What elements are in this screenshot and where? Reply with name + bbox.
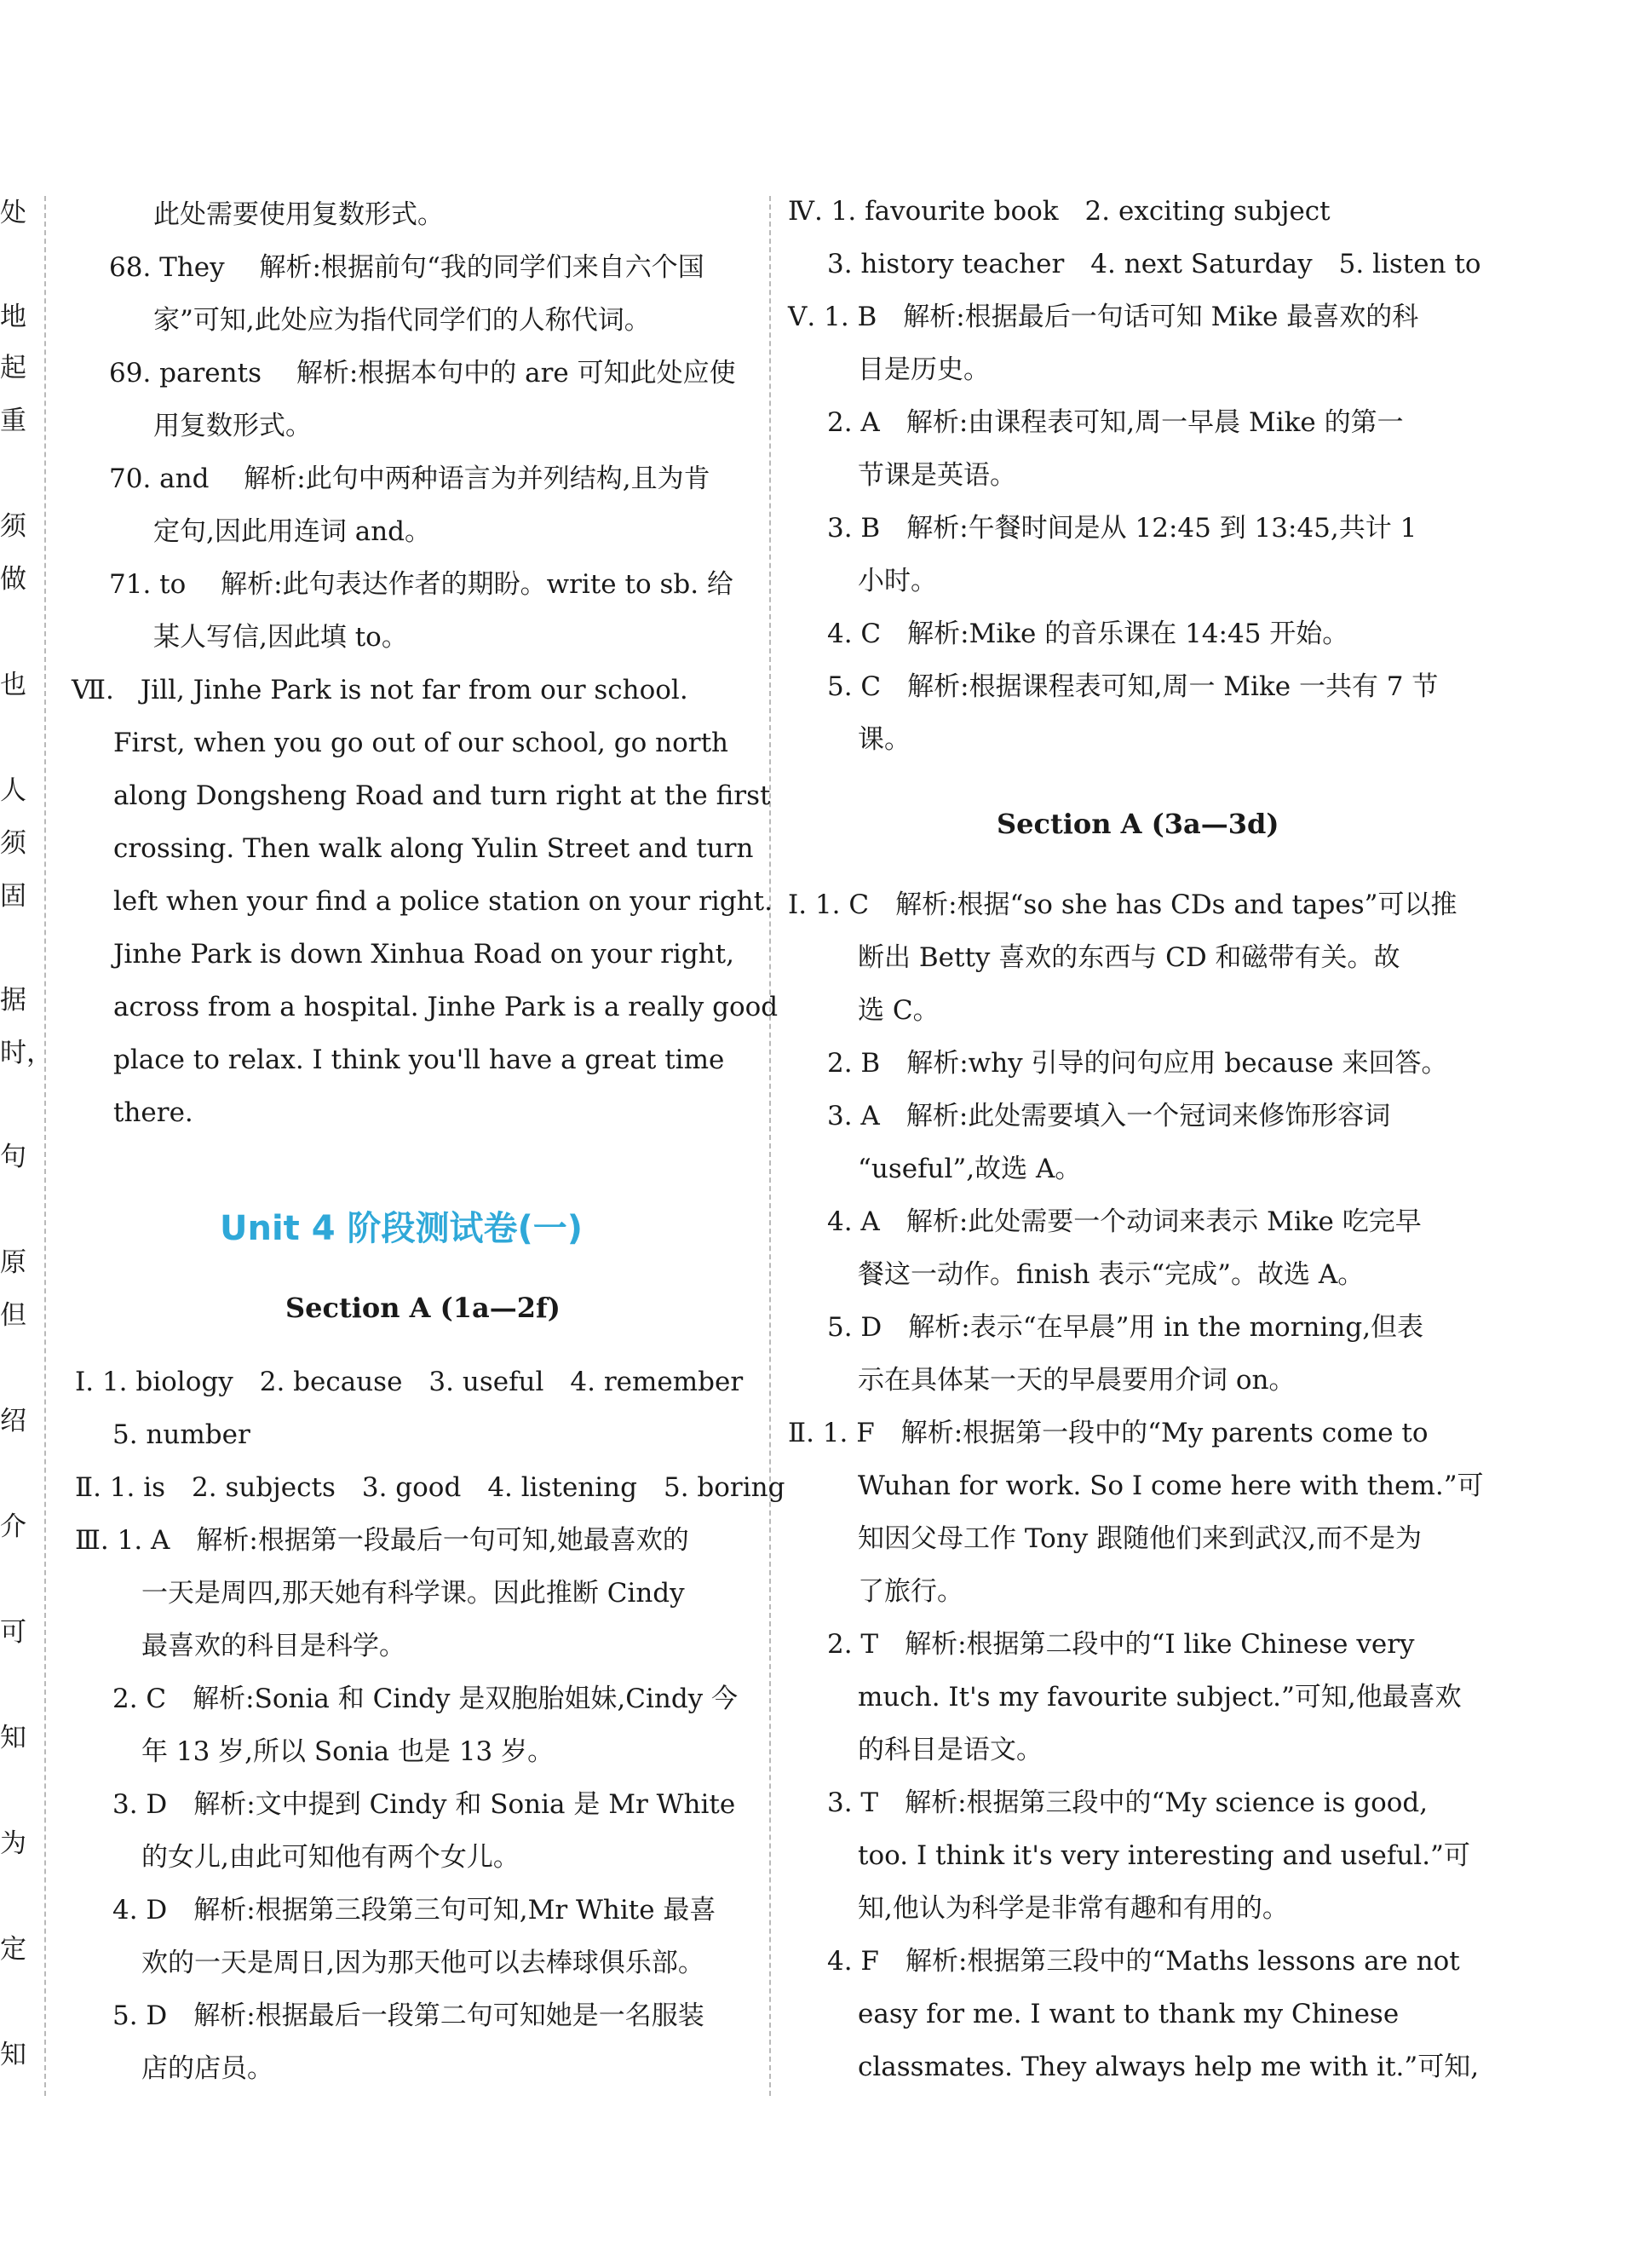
answer-II-2: 2. T 解析:根据第二段中的“I like Chinese very <box>827 1629 1415 1660</box>
section-title-2: Section A (3a—3d) <box>997 808 1279 840</box>
margin-fragment: 定 <box>0 1934 26 1965</box>
answer-line: 定句,因此用连词 and。 <box>153 516 431 547</box>
answer-IV: Ⅳ. 1. favourite book 2. exciting subject <box>788 196 1331 227</box>
answer-I-5: 5. D 解析:表示“在早晨”用 in the morning,但表 <box>827 1312 1424 1343</box>
margin-fragment: 绍 <box>0 1406 26 1436</box>
margin-fragment: 人 <box>0 775 26 806</box>
margin-fragment: 句 <box>0 1142 26 1172</box>
answer-line: 某人写信,因此填 to。 <box>153 622 408 653</box>
section-title: Section A (1a—2f) <box>285 1292 561 1324</box>
answer-III-4: 4. D 解析:根据第三段第三句可知,Mr White 最喜 <box>112 1895 716 1925</box>
answer-III-1: Ⅲ. 1. A 解析:根据第一段最后一句可知,她最喜欢的 <box>75 1525 689 1556</box>
answer-line: 最喜欢的科目是科学。 <box>141 1631 405 1661</box>
answer-line: 用复数形式。 <box>153 411 312 441</box>
answer-III-3: 3. D 解析:文中提到 Cindy 和 Sonia 是 Mr White <box>112 1789 736 1820</box>
answer-line: 小时。 <box>858 566 937 596</box>
margin-fragment: 地 <box>0 302 26 332</box>
answer-line: 年 13 岁,所以 Sonia 也是 13 岁。 <box>141 1736 555 1767</box>
answer-V-1: Ⅴ. 1. B 解析:根据最后一句话可知 Mike 最喜欢的科 <box>788 302 1419 332</box>
margin-fragment: 原 <box>0 1247 26 1278</box>
answer-69: 69. parents 解析:根据本句中的 are 可知此处应使 <box>109 358 736 389</box>
writing-line: along Dongsheng Road and turn right at the first <box>113 780 771 811</box>
writing-line: Jinhe Park is down Xinhua Road on your right, <box>113 939 734 970</box>
unit-title: Unit 4 阶段测试卷(一) <box>220 1209 584 1248</box>
answer-line: 知,他认为科学是非常有趣和有用的。 <box>858 1893 1289 1924</box>
answer-line: 餐这一动作。finish 表示“完成”。故选 A。 <box>858 1259 1365 1290</box>
margin-fragment: 可 <box>0 1617 26 1648</box>
left-margin-divider <box>44 196 46 2096</box>
answer-line: 的女儿,由此可知他有两个女儿。 <box>141 1842 520 1873</box>
left-margin-fragments <box>0 0 53 2268</box>
answer-line: 此处需要使用复数形式。 <box>153 199 444 230</box>
answer-71: 71. to 解析:此句表达作者的期盼。write to sb. 给 <box>109 569 733 600</box>
answer-I: Ⅰ. 1. biology 2. because 3. useful 4. remember <box>75 1367 744 1397</box>
margin-fragment: 须 <box>0 828 26 859</box>
answer-I-4: 4. A 解析:此处需要一个动词来表示 Mike 吃完早 <box>827 1206 1422 1237</box>
answer-line: classmates. They always help me with it.”可知, <box>858 2052 1480 2082</box>
answer-line: 目是历史。 <box>858 354 990 385</box>
answer-V-3: 3. B 解析:午餐时间是从 12:45 到 13:45,共计 1 <box>827 513 1417 544</box>
margin-fragment: 做 <box>0 564 26 595</box>
writing-line: First, when you go out of our school, go north <box>113 728 728 758</box>
margin-fragment: 起 <box>0 353 26 383</box>
answer-line: Wuhan for work. So I come here with them.”可 <box>858 1471 1484 1501</box>
answer-line: 5. number <box>112 1419 250 1450</box>
answer-line: 示在具体某一天的早晨要用介词 on。 <box>858 1365 1296 1396</box>
writing-line: across from a hospital. Jinhe Park is a really good <box>113 992 779 1022</box>
answer-line: 选 C。 <box>858 995 940 1026</box>
answer-line: easy for me. I want to thank my Chinese <box>858 1999 1400 2029</box>
answer-II: Ⅱ. 1. is 2. subjects 3. good 4. listening 5. boring <box>75 1472 785 1503</box>
answer-line: 店的店员。 <box>141 2053 273 2084</box>
writing-heading: Ⅶ. Jill, Jinhe Park is not far from our school. <box>72 675 688 705</box>
answer-line: 断出 Betty 喜欢的东西与 CD 和磁带有关。故 <box>858 942 1400 973</box>
margin-fragment: 介 <box>0 1511 26 1542</box>
margin-fragment: 但 <box>0 1300 26 1331</box>
answer-line: much. It's my favourite subject.”可知,他最喜欢 <box>858 1682 1462 1713</box>
margin-fragment: 据 <box>0 985 26 1016</box>
answer-I-2: 2. B 解析:why 引导的问句应用 because 来回答。 <box>827 1048 1448 1079</box>
answer-line: 课。 <box>858 724 911 755</box>
margin-fragment: 知 <box>0 1723 26 1753</box>
answer-II-1: Ⅱ. 1. F 解析:根据第一段中的“My parents come to <box>788 1418 1429 1448</box>
answer-I-1: Ⅰ. 1. C 解析:根据“so she has CDs and tapes”可以推 <box>788 889 1457 920</box>
answer-II-3: 3. T 解析:根据第三段中的“My science is good, <box>827 1787 1429 1818</box>
margin-fragment: 为 <box>0 1828 26 1859</box>
answer-line: 的科目是语文。 <box>858 1735 1043 1765</box>
margin-fragment: 重 <box>0 406 26 436</box>
margin-fragment: 固 <box>0 881 26 912</box>
margin-fragment: 也 <box>0 670 26 700</box>
margin-fragment: 处 <box>0 198 26 228</box>
writing-line: there. <box>113 1097 193 1128</box>
answer-line: 欢的一天是周日,因为那天他可以去棒球俱乐部。 <box>141 1948 704 1978</box>
answer-V-4: 4. C 解析:Mike 的音乐课在 14:45 开始。 <box>827 619 1349 649</box>
column-divider <box>769 196 771 2096</box>
answer-line: 3. history teacher 4. next Saturday 5. listen to <box>827 249 1481 279</box>
answer-line: 一天是周四,那天她有科学课。因此推断 Cindy <box>141 1578 685 1609</box>
answer-III-2: 2. C 解析:Sonia 和 Cindy 是双胞胎姐妹,Cindy 今 <box>112 1684 739 1714</box>
margin-fragment: 知 <box>0 2040 26 2070</box>
answer-70: 70. and 解析:此句中两种语言为并列结构,且为肯 <box>109 463 710 494</box>
answer-line: 节课是英语。 <box>858 460 1016 491</box>
answer-III-5: 5. D 解析:根据最后一段第二句可知她是一名服装 <box>112 2000 704 2031</box>
answer-V-5: 5. C 解析:根据课程表可知,周一 Mike 一共有 7 节 <box>827 671 1439 702</box>
writing-line: crossing. Then walk along Yulin Street and turn <box>113 833 754 864</box>
answer-line: 知因父母工作 Tony 跟随他们来到武汉,而不是为 <box>858 1523 1422 1554</box>
answer-line: 家”可知,此处应为指代同学们的人称代词。 <box>153 305 651 336</box>
answer-V-2: 2. A 解析:由课程表可知,周一早晨 Mike 的第一 <box>827 407 1404 438</box>
answer-line: “useful”,故选 A。 <box>858 1154 1082 1184</box>
answer-68: 68. They 解析:根据前句“我的同学们来自六个国 <box>109 252 704 283</box>
answer-line: 了旅行。 <box>858 1576 963 1607</box>
answer-I-3: 3. A 解析:此处需要填入一个冠词来修饰形容词 <box>827 1101 1391 1131</box>
answer-line: too. I think it's very interesting and useful.”可 <box>858 1840 1470 1871</box>
writing-line: left when your find a police station on your right. <box>113 886 773 917</box>
writing-line: place to relax. I think you'll have a great time <box>113 1045 725 1075</box>
answer-II-4: 4. F 解析:根据第三段中的“Maths lessons are not <box>827 1946 1460 1977</box>
margin-fragment: 须 <box>0 511 26 542</box>
margin-fragment: 时， <box>0 1038 53 1068</box>
